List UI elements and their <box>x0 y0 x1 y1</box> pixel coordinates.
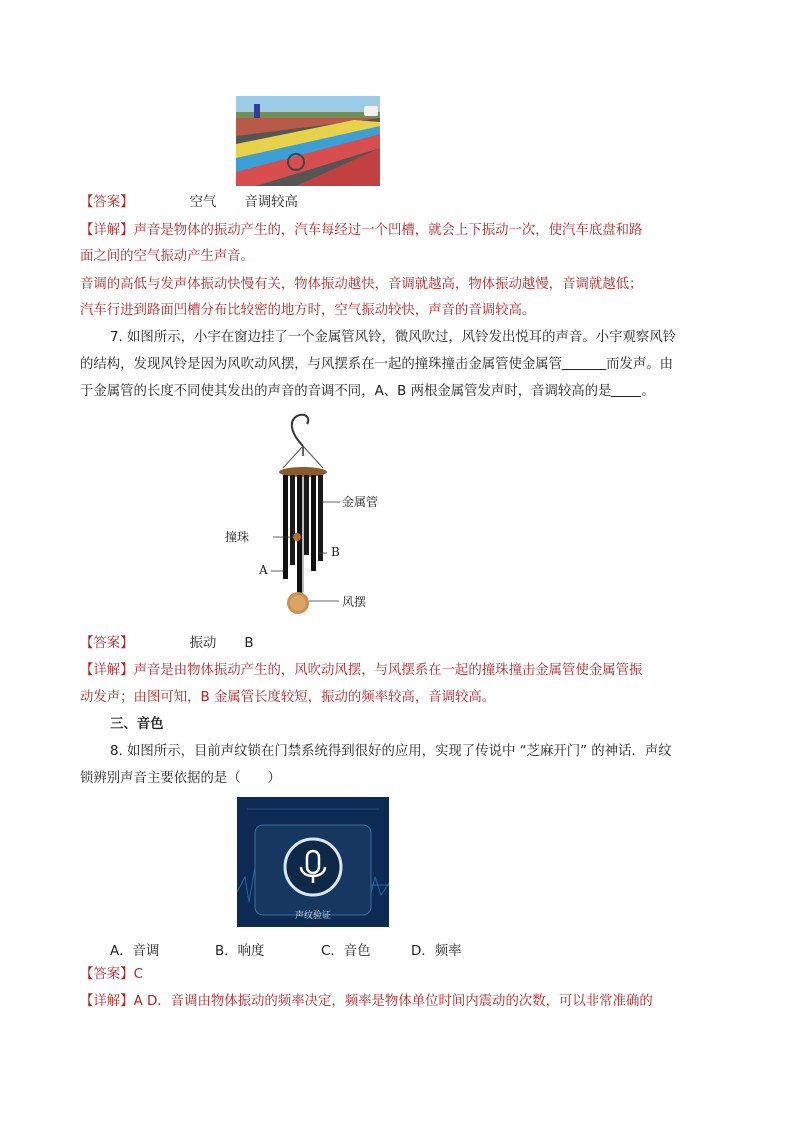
road-photo <box>236 96 380 186</box>
q7-text-3: 于金属管的长度不同使其发出的声音的音调不同，A、B 两根金属管发声时，音调较高的是 。 <box>80 384 655 399</box>
option-b: B．响度 <box>215 944 265 959</box>
q6-answer: 【答案】 空气 音调较高 <box>80 195 298 210</box>
option-c: C．音色 <box>321 944 371 959</box>
label-bead: 撞珠 <box>225 530 250 544</box>
q7-detail-1: 【详解】声音是由物体振动产生的，风吹动风摆，与风摆系在一起的撞珠撞击金属管使金属管振 <box>80 663 643 678</box>
q6-detail-4: 汽车行进到路面凹槽分布比较密的地方时，空气振动较快，声音的音调较高。 <box>80 303 536 318</box>
blank-2 <box>611 383 641 397</box>
q7-text-1: 7. 如图所示，小宇在窗边挂了一个金属管风铃，微风吹过，风铃发出悦耳的声音。小宇观察风铃 <box>110 330 677 345</box>
q7-text-2: 的结构，发现风铃是因为风吹动风摆，与风摆系在一起的撞珠撞击金属管使金属管 而发声。由 <box>80 357 674 372</box>
q7-answer: 【答案】 振动 B <box>80 636 254 651</box>
option-a: A．音调 <box>110 944 160 959</box>
q6-detail-3: 音调的高低与发声体振动快慢有关，物体振动越快，音调就越高，物体振动越慢，音调就越低； <box>80 277 643 292</box>
wind-chime-figure <box>215 412 395 627</box>
voiceprint-caption: 声纹验证 <box>294 911 331 921</box>
voiceprint-figure <box>237 797 389 927</box>
q6-detail-2: 面之间的空气振动产生声音。 <box>80 249 255 264</box>
q8-answer: 【答案】C <box>80 967 143 982</box>
label-a: A <box>259 563 268 577</box>
q8-text-1: 8. 如图所示，目前声纹锁在门禁系统得到很好的应用，实现了传说中 “芝麻开门” 的神话．声纹 <box>110 744 672 759</box>
section-title: 三、音色 <box>110 717 164 732</box>
label-tube: 金属管 <box>342 495 379 509</box>
option-d: D．频率 <box>411 944 462 959</box>
q6-detail-1: 【详解】声音是物体的振动产生的，汽车每经过一个凹槽，就会上下振动一次，使汽车底盘和路 <box>80 223 643 238</box>
q7-detail-2: 动发声；由图可知，B 金属管长度较短，振动的频率较高，音调较高。 <box>80 690 496 705</box>
q8-text-2: 锁辨别声音主要依据的是（ ） <box>80 771 281 786</box>
label-b: B <box>331 545 340 559</box>
label-pendulum: 风摆 <box>342 595 367 609</box>
q8-detail-1: 【详解】A D．音调由物体振动的频率决定，频率是物体单位时间内震动的次数，可以非常准确的 <box>80 994 653 1009</box>
blank-1 <box>562 356 606 370</box>
